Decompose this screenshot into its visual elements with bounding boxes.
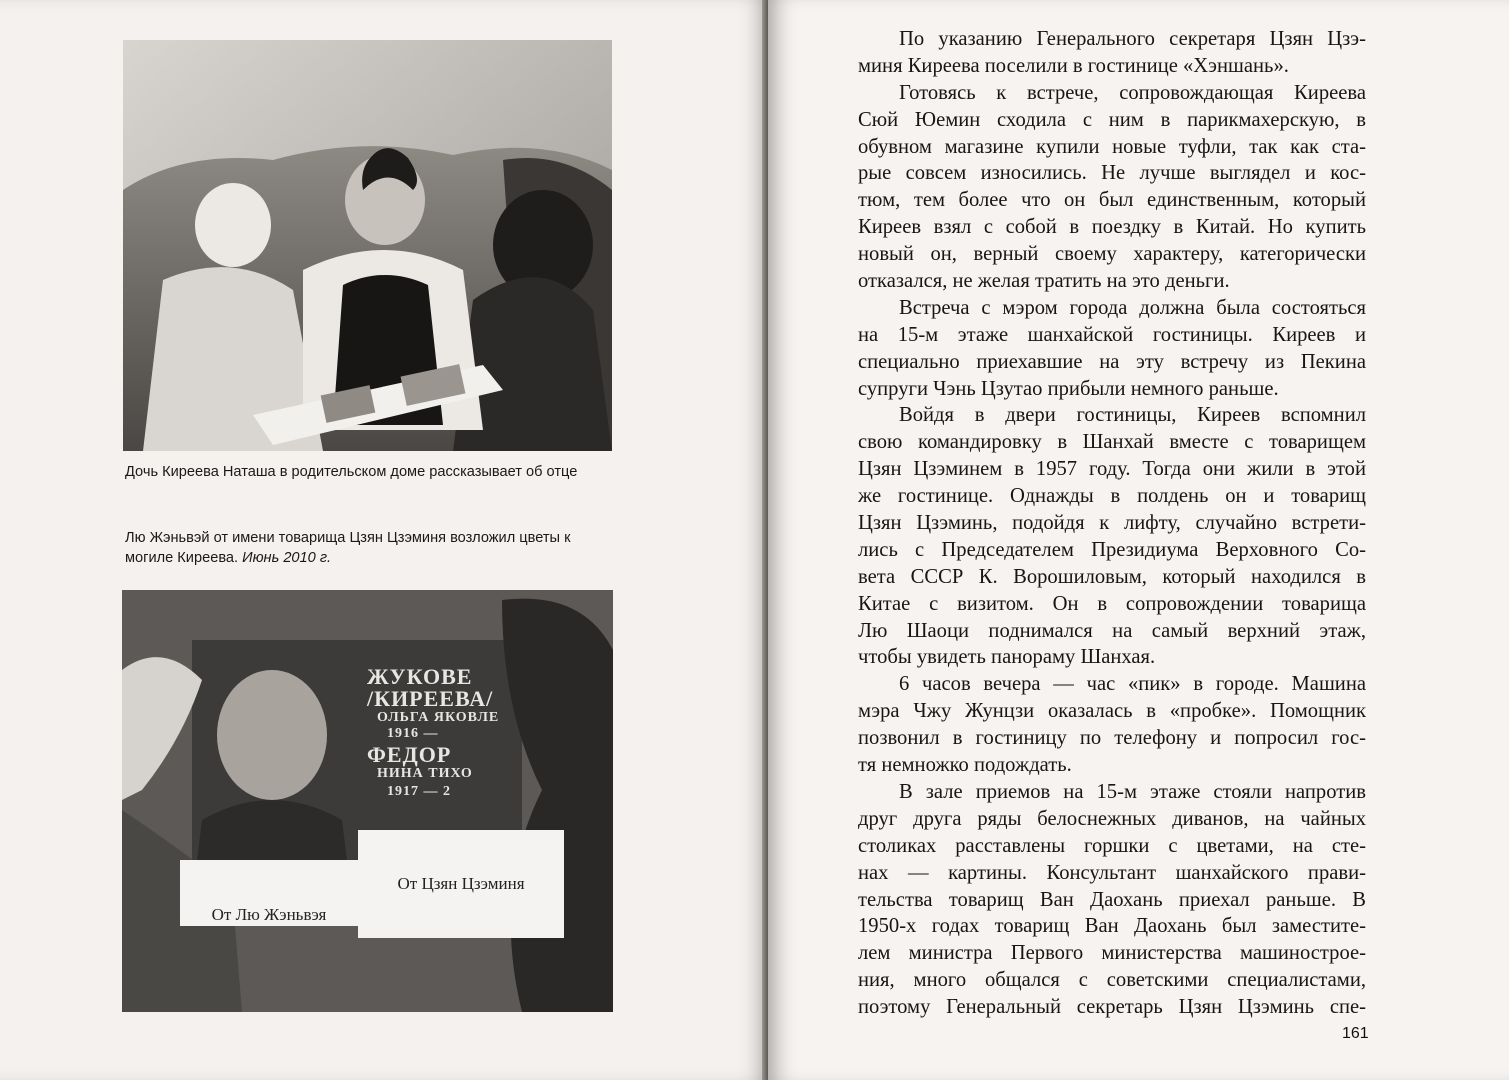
- text-line: По указанию Генерального секретаря Цзян Цзэ-: [899, 28, 1366, 50]
- photo-caption-bottom: [125, 528, 615, 568]
- grave-photo: [122, 590, 613, 1012]
- text-line: Киреев взял с собой в поездку в Китай. Но купить: [858, 216, 1366, 239]
- text-line: мэра Чжу Жунцзи оказалась в «пробке». Помощник: [858, 700, 1366, 723]
- text-line: же гостинице. Однажды в полдень он и товарищ: [858, 485, 1366, 508]
- text-line: ния, много общался с советскими специалистами,: [858, 969, 1366, 992]
- plaque-line-2: /КИРЕЕВА/: [367, 686, 494, 711]
- text-line: 1950-х годах товарищ Ван Даохань был заместите-: [858, 915, 1366, 938]
- text-line: отказался, не желая тратить на это деньги.: [858, 270, 1230, 293]
- card-jiang-zemin: От Цзян Цзэминя: [358, 830, 564, 938]
- card-liu-zhenwei: От Лю Жэньвэя: [180, 860, 358, 926]
- text-line: Цзян Цзэминем в 1957 году. Тогда они жили в этой: [858, 458, 1366, 481]
- caption-date: Июнь 2010 г.: [242, 550, 332, 566]
- text-line: супруги Чэнь Цзутао прибыли немного раньше.: [858, 377, 1279, 400]
- text-line: Войдя в двери гостиницы, Киреев вспомнил: [899, 404, 1366, 427]
- plaque-line-4: 1916 —: [387, 726, 439, 741]
- body-text: [858, 26, 1366, 1021]
- text-line: лись с Председателем Президиума Верховного Со-: [858, 538, 1366, 561]
- text-line: тельства товарищ Ван Даохань приехал раньше. В: [858, 888, 1366, 911]
- text-line: столиках расставлены горшки с цветами, на сте-: [858, 834, 1366, 857]
- text-line: обувном магазине купили новые туфли, так как ста-: [858, 135, 1366, 158]
- text-line: на 15-м этаже шанхайской гостиницы. Киреев и: [858, 323, 1366, 346]
- plaque-line-3: ОЛЬГА ЯКОВЛЕ: [377, 710, 500, 725]
- family-photo: [123, 40, 612, 451]
- text-line: чтобы увидеть панораму Шанхая.: [858, 646, 1156, 669]
- plaque-line-7: 1917 — 2: [387, 784, 451, 799]
- text-line: Китае с визитом. Он в сопровождении товарища: [858, 592, 1366, 615]
- text-line: 6 часов вечера — час «пик» в городе. Машина: [899, 673, 1366, 696]
- text-line: тюм, тем более что он был единственным, который: [858, 189, 1366, 212]
- text-line: позвонил в гостиницу по телефону и попросил гос-: [858, 727, 1366, 750]
- text-line: свою командировку в Шанхай вместе с товарищем: [858, 431, 1366, 454]
- text-line: Сюй Юемин сходила с ним в парикмахерскую, в: [858, 108, 1366, 131]
- plaque-line-6: НИНА ТИХО: [377, 766, 473, 781]
- caption-main: Лю Жэньвэй от имени товарища Цзян Цзэминя возложил цветы к могиле Киреева.: [125, 530, 571, 566]
- text-line: В зале приемов на 15-м этаже стояли напротив: [899, 780, 1366, 803]
- page-number: 161: [1342, 1025, 1369, 1042]
- text-line: Встреча с мэром города должна была состояться: [899, 296, 1366, 319]
- plaque-line-5: ФЕДОР: [367, 742, 452, 767]
- text-line: тя немножко подождать.: [858, 754, 1072, 777]
- text-line: Готовясь к встрече, сопровождающая Киреева: [899, 81, 1366, 104]
- text-line: поэтому Генеральный секретарь Цзян Цзэминь спе-: [858, 996, 1366, 1019]
- text-line: специально приехавшие на эту встречу из Пекина: [858, 350, 1366, 373]
- text-line: лем министра Первого министерства машинострое-: [858, 942, 1366, 965]
- text-line: вета СССР К. Ворошиловым, который находился в: [858, 565, 1366, 588]
- text-line: новый он, верный своему характеру, категорически: [858, 243, 1366, 266]
- text-line: рые совсем износились. Не лучше выглядел и кос-: [858, 162, 1366, 185]
- text-line: Цзян Цзэминь, подойдя к лифту, случайно встрети-: [858, 512, 1366, 535]
- plaque-line-1: ЖУКОВЕ: [367, 664, 473, 689]
- text-line: миня Киреева поселили в гостинице «Хэншань».: [858, 54, 1289, 77]
- text-line: нах — картины. Консультант шанхайского прави-: [858, 861, 1366, 884]
- photo-caption-top: Дочь Киреева Наташа в родительском доме рассказывает об отце: [125, 464, 578, 480]
- text-line: друг друга ряды белоснежных диванов, на чайных: [858, 807, 1366, 830]
- text-line: Лю Шаоци поднимался на самый верхний этаж,: [858, 619, 1366, 642]
